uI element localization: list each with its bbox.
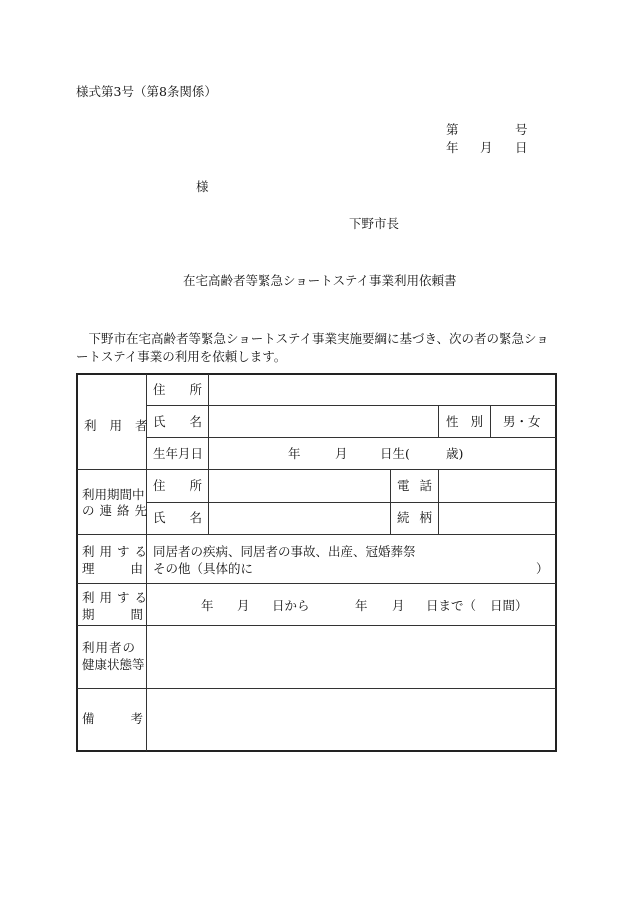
date-day: 日 [515, 140, 528, 155]
health-label-2: 健康状態等 [82, 657, 145, 672]
table-line [77, 583, 556, 584]
form-number: 様式第3号（第8条関係） [76, 84, 217, 99]
birthdate-label: 生年月日 [153, 446, 204, 461]
period-label-1: 利用する [82, 590, 153, 605]
period-label-2: 期間 [82, 607, 180, 622]
date-month: 月 [480, 140, 493, 155]
table-line [77, 469, 556, 470]
sender-mayor: 下野市長 [349, 216, 400, 231]
phone-label: 電話 [397, 478, 443, 493]
birth-year-unit: 年 [288, 446, 301, 461]
doc-number-suffix: 号 [515, 122, 528, 137]
age-unit: 歳) [446, 446, 464, 461]
table-line [438, 405, 439, 437]
table-line [390, 469, 391, 534]
user-name-label: 氏名 [153, 414, 227, 429]
relation-label: 続柄 [397, 510, 443, 525]
contact-address-label: 住所 [153, 478, 227, 493]
reason-other: その他（具体的に [153, 561, 254, 576]
remarks-label: 備考 [82, 711, 180, 726]
birth-day-unit: 日生( [380, 446, 410, 461]
user-address-label: 住所 [153, 382, 227, 397]
period-end-month: 月 [392, 598, 405, 613]
period-start-year: 年 [201, 598, 214, 613]
gender-label: 性別 [446, 414, 496, 429]
period-end-day: 日まで（ [426, 598, 477, 613]
health-label-1: 利用者の [82, 640, 137, 655]
birth-month-unit: 月 [335, 446, 348, 461]
period-days: 日間） [490, 598, 528, 613]
date-year: 年 [446, 140, 459, 155]
period-start-day: 日から [272, 598, 310, 613]
period-end-year: 年 [355, 598, 368, 613]
period-start-month: 月 [237, 598, 250, 613]
contact-name-label: 氏名 [153, 510, 227, 525]
reason-label-2: 理由 [82, 561, 180, 576]
document-title: 在宅高齢者等緊急ショートステイ事業利用依頼書 [183, 273, 457, 288]
table-line [77, 534, 556, 535]
reason-close-paren: ） [536, 561, 549, 576]
addressee-honorific: 様 [196, 179, 209, 194]
contact-section-label-1: 利用期間中 [82, 487, 145, 502]
table-line [77, 688, 556, 689]
intro-paragraph: 下野市在宅高齢者等緊急ショートステイ事業実施要綱に基づき、次の者の緊急ショートステイ事業の利用を依頼します。 [76, 331, 549, 364]
doc-number-prefix: 第 [446, 122, 459, 137]
reason-options: 同居者の疾病、同居者の事故、出産、冠婚葬祭 [153, 544, 416, 559]
contact-section-label-2: の連絡先 [82, 503, 153, 518]
user-section-label-text: 利用者 [84, 418, 161, 433]
table-line [77, 625, 556, 626]
gender-options: 男・女 [503, 414, 541, 429]
reason-label-1: 利用する [82, 544, 153, 559]
user-section-label [84, 416, 161, 434]
